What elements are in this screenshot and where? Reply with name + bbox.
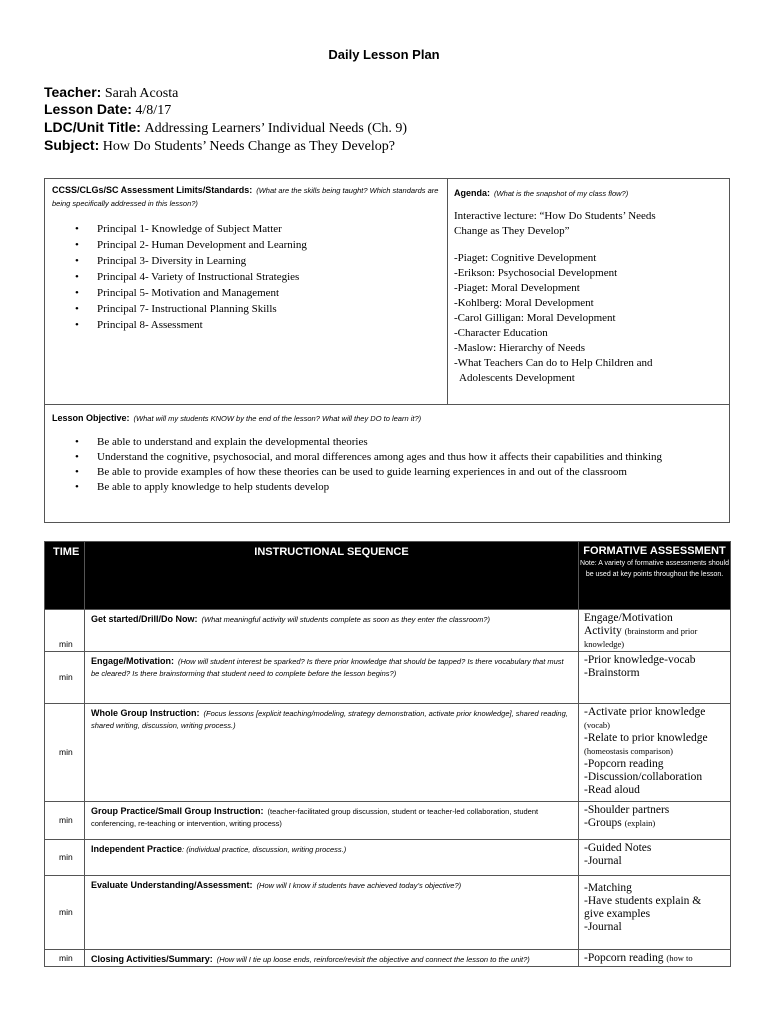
list-item: • Principal 1- Knowledge of Subject Matter <box>75 221 307 237</box>
standards-heading <box>52 183 442 209</box>
list-item: • Principal 2- Human Development and Learning <box>75 237 307 253</box>
time-cell: min <box>45 610 85 652</box>
document-title: Daily Lesson Plan <box>328 47 440 62</box>
sequence-cell <box>85 652 579 704</box>
objective-heading <box>52 408 421 426</box>
list-item: • Be able to apply knowledge to help students develop <box>75 480 725 495</box>
instructional-sequence-table <box>44 541 731 967</box>
table-row <box>45 802 731 840</box>
assessment-cell <box>579 840 731 876</box>
agenda-intro: Change as They Develop” <box>454 225 570 237</box>
assessment-note: (how to <box>666 953 693 963</box>
time-cell: min <box>45 950 85 967</box>
assessment-cell <box>579 876 731 950</box>
standards-agenda-box <box>44 178 730 405</box>
unit-title-line <box>44 119 407 137</box>
step-label: Closing Activities/Summary: <box>91 954 213 964</box>
step-question: : (individual practice, discussion, writing process.) <box>182 845 347 854</box>
agenda-item: -Carol Gilligan: Moral Development <box>454 312 616 324</box>
agenda-item: Adolescents Development <box>459 372 575 384</box>
sequence-cell <box>85 950 579 967</box>
sequence-cell <box>85 704 579 802</box>
assessment-item: -Journal <box>584 921 622 933</box>
assessment-item: -Brainstorm <box>584 667 640 679</box>
subject-value: How Do Students’ Needs Change as They Develop? <box>102 139 395 154</box>
agenda-item: -Erikson: Psychosocial Development <box>454 267 618 279</box>
time-cell: min <box>45 840 85 876</box>
list-item: • Principal 3- Diversity in Learning <box>75 253 307 269</box>
agenda-intro: Interactive lecture: “How Do Students’ Needs <box>454 210 656 222</box>
assessment-item: -Activate prior knowledge <box>584 706 706 718</box>
table-row <box>45 840 731 876</box>
assessment-item: -Popcorn reading <box>584 952 664 964</box>
assessment-cell <box>579 652 731 704</box>
column-header-assessment <box>579 542 731 610</box>
step-label: Engage/Motivation: <box>91 656 174 666</box>
subject-label: Subject: <box>44 137 100 153</box>
assessment-item: -Relate to prior knowledge <box>584 732 708 744</box>
assessment-note: (explain) <box>624 818 656 828</box>
agenda-item: -Piaget: Cognitive Development <box>454 252 597 264</box>
teacher-line <box>44 84 178 102</box>
step-question: (How will I tie up loose ends, reinforce/revisit the objective and connect the lesson to the unit?) <box>216 955 530 964</box>
standards-question: (What are the skills being taught? Which standards are being specifically addressed in this lesson?) <box>52 186 439 208</box>
assessment-item: -Shoulder partners <box>584 804 670 816</box>
objective-question: (What will my students KNOW by the end of the lesson? What will they DO to learn it?) <box>133 414 422 423</box>
standards-list <box>75 221 307 333</box>
assessment-note: (vocab) <box>584 720 610 730</box>
list-item: • Understand the cognitive, psychosocial, and moral differences among ages and thus how it affects their capabilities and thinking <box>75 450 725 465</box>
sequence-cell <box>85 610 579 652</box>
step-label: Group Practice/Small Group Instruction: <box>91 806 264 816</box>
list-item: • Principal 4- Variety of Instructional Strategies <box>75 269 307 285</box>
assessment-note: Note: A variety of formative assessments should be used at key points throughout the lesson. <box>579 560 729 578</box>
list-item: • Principal 7- Instructional Planning Skills <box>75 301 307 317</box>
list-item: • Be able to understand and explain the developmental theories <box>75 435 725 450</box>
list-item: • Principal 5- Motivation and Management <box>75 285 307 301</box>
assessment-item: -Popcorn reading <box>584 758 664 770</box>
teacher-value: Sarah Acosta <box>104 86 179 101</box>
sequence-cell <box>85 802 579 840</box>
agenda-item: -What Teachers Can do to Help Children and <box>454 357 653 369</box>
assessment-cell <box>579 950 731 967</box>
assessment-cell <box>579 704 731 802</box>
column-header-sequence: INSTRUCTIONAL SEQUENCE <box>85 542 579 610</box>
table-row <box>45 876 731 950</box>
unit-title-label: LDC/Unit Title: <box>44 119 141 135</box>
list-item: • Principal 8- Assessment <box>75 317 307 333</box>
sequence-cell <box>85 876 579 950</box>
sequence-cell <box>85 840 579 876</box>
step-label: Evaluate Understanding/Assessment: <box>91 880 253 890</box>
agenda-body <box>454 209 724 386</box>
column-divider <box>447 179 448 404</box>
assessment-item: -Read aloud <box>584 784 640 796</box>
table-header-row <box>45 542 731 610</box>
table-row <box>45 652 731 704</box>
lesson-date-value: 4/8/17 <box>135 103 172 118</box>
agenda-label: Agenda: <box>454 188 490 198</box>
assessment-item: -Matching <box>584 882 632 894</box>
assessment-item: give examples <box>584 908 651 920</box>
subject-line <box>44 137 395 155</box>
time-cell: min <box>45 876 85 950</box>
assessment-title: FORMATIVE ASSESSMENT <box>583 545 726 557</box>
step-question: (Focus lessons [explicit teaching/modeling, strategy demonstration, activate prior knowledge], shared reading, shared writing, discussion, writing process.) <box>91 709 568 730</box>
assessment-item: Engage/Motivation <box>584 612 673 624</box>
step-label: Whole Group Instruction: <box>91 708 200 718</box>
lesson-date-line <box>44 101 171 119</box>
assessment-item: -Discussion/collaboration <box>584 771 703 783</box>
step-question: (What meaningful activity will students complete as soon as they enter the classroom?) <box>201 615 490 624</box>
objective-list <box>75 435 725 495</box>
assessment-item: -Journal <box>584 855 622 867</box>
agenda-question: (What is the snapshot of my class flow?) <box>494 189 629 198</box>
standards-label: CCSS/CLGs/SC Assessment Limits/Standards: <box>52 185 253 195</box>
assessment-item: -Groups <box>584 817 622 829</box>
step-question: (teacher-facilitated group discussion, student or teacher-led collaboration, student conferencing, re-teaching or intervention, writing process) <box>91 807 539 828</box>
step-question: (How will student interest be sparked? Is there prior knowledge that should be tapped? Is there vocabulary that must be cleared? Is there brainstorming that student need to complete before the lesson begins?) <box>91 657 564 678</box>
agenda-item: -Maslow: Hierarchy of Needs <box>454 342 586 354</box>
time-cell: min <box>45 704 85 802</box>
assessment-item: Activity <box>584 625 622 637</box>
lesson-objective-box <box>44 405 730 523</box>
assessment-item: -Prior knowledge-vocab <box>584 654 696 666</box>
step-question: (How will I know if students have achieved today’s objective?) <box>256 881 462 890</box>
assessment-note: (homeostasis comparison) <box>584 746 673 756</box>
table-row <box>45 610 731 652</box>
table-row <box>45 950 731 967</box>
time-cell: min <box>45 802 85 840</box>
list-item: • Be able to provide examples of how these theories can be used to guide learning experiences in and out of the classroom <box>75 465 725 480</box>
assessment-cell <box>579 610 731 652</box>
assessment-item: -Have students explain & <box>584 895 702 907</box>
agenda-item: -Kohlberg: Moral Development <box>454 297 594 309</box>
agenda-heading <box>454 183 628 201</box>
assessment-note: (brainstorm and prior knowledge) <box>584 626 698 649</box>
assessment-item: -Guided Notes <box>584 842 652 854</box>
table-row <box>45 704 731 802</box>
step-label: Independent Practice <box>91 844 183 854</box>
step-label: Get started/Drill/Do Now: <box>91 614 198 624</box>
unit-title-value: Addressing Learners’ Individual Needs (Ch. 9) <box>144 121 408 136</box>
column-header-time: TIME <box>45 542 85 610</box>
agenda-item: -Character Education <box>454 327 548 339</box>
teacher-label: Teacher: <box>44 84 102 100</box>
lesson-date-label: Lesson Date: <box>44 101 132 117</box>
objective-label: Lesson Objective: <box>52 413 130 423</box>
agenda-item: -Piaget: Moral Development <box>454 282 580 294</box>
time-cell: min <box>45 652 85 704</box>
assessment-cell <box>579 802 731 840</box>
